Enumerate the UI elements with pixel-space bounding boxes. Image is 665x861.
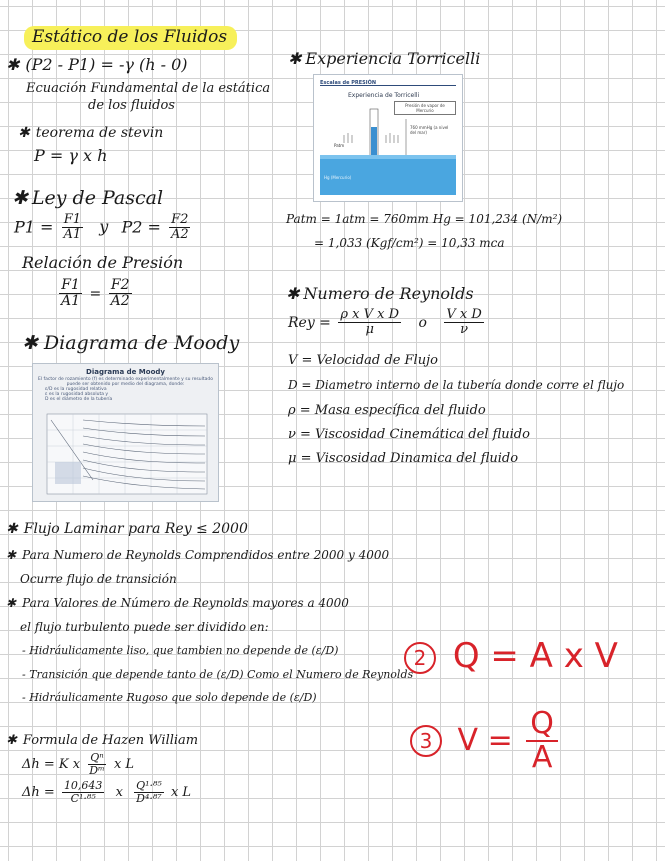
moody-image-line-4: ε es la rugosidad absoluta y bbox=[45, 392, 109, 397]
red-eq-q: Q = A x V bbox=[452, 636, 618, 676]
moody-diagram-image bbox=[32, 363, 219, 502]
reynolds-def-velocity: V = Velocidad de Flujo bbox=[288, 353, 438, 368]
pascal-formula: P1 = $\frac{F1}{A1}$ y P2 = $\frac{F2}{A2}$ bbox=[14, 212, 189, 243]
fundamental-caption-1: Ecuación Fundamental de la estática bbox=[26, 81, 271, 96]
reynolds-def-density: ρ = Masa específica del fluido bbox=[288, 403, 486, 418]
flow-laminar: ✱ Flujo Laminar para Rey ≤ 2000 bbox=[6, 521, 248, 537]
fundamental-caption-2: de los fluidos bbox=[88, 98, 175, 113]
torricelli-image-title: Experiencia de Torricelli bbox=[348, 92, 420, 99]
torricelli-label-side: 760 mmHg (a nivel del mar) bbox=[410, 125, 449, 135]
bullet-star: ✱ bbox=[6, 55, 20, 74]
stevin-heading: ✱ teorema de stevin bbox=[18, 125, 164, 141]
torricelli-apparatus bbox=[314, 75, 462, 201]
reynolds-formula: Rey = $\frac{\text{ρ x V x D}}{\mu}$ o $\frac{\text{V x D}}{\nu}$ bbox=[288, 307, 482, 338]
moody-image-line-1: El factor de rozamiento (f) es determinado experimentalmente y su resultado bbox=[38, 377, 213, 382]
torricelli-heading: ✱ Experiencia Torricelli bbox=[288, 49, 481, 68]
hazen-formula-1: Δh = K x $\frac{\text{Qⁿ}}{\text{Dᵐ}}$ x L bbox=[22, 751, 135, 778]
patm-line-1: Patm = 1atm = 760mm Hg = 101,234 (N/m²) bbox=[286, 212, 563, 226]
moody-heading: ✱ Diagrama de Moody bbox=[22, 332, 240, 354]
flow-turbulent-1: ✱ Para Valores de Número de Reynolds mayores a 4000 bbox=[6, 596, 349, 610]
hazen-formula-2: Δh = $\frac{10,643}{\text{C¹·⁸⁵}}$ x $\frac{\text{Q¹·⁸⁵}}{\text{D⁴·⁸⁷}}$ x L bbox=[22, 779, 192, 806]
moody-image-line-5: D es el diámetro de la tubería bbox=[45, 397, 113, 402]
pascal-relation-heading: Relación de Presión bbox=[22, 253, 184, 272]
pascal-relation-formula: $\frac{F1}{A1}$ = $\frac{F2}{A2}$ bbox=[61, 277, 130, 310]
moody-image-line-2: puede ser obtenido por medio del diagrama, donde: bbox=[66, 382, 185, 387]
red-number-2: 2 bbox=[404, 642, 436, 674]
flow-item-transition: - Transición que depende tanto de (ε/D) Como el Numero de Reynolds bbox=[22, 668, 414, 681]
red-frac-num: Q bbox=[526, 708, 558, 742]
red-formula-velocity: 3 V = $\frac{Q}{A}$ bbox=[410, 708, 558, 773]
red-number-3: 3 bbox=[410, 725, 442, 757]
torricelli-label-top: Presión de vapor de Mercurio bbox=[394, 101, 456, 115]
page-title: Estático de los Fluidos bbox=[24, 26, 237, 50]
fundamental-equation: ✱ (P2 - P1) = -γ (h - 0) bbox=[6, 55, 188, 74]
reynolds-def-dynamic: μ = Viscosidad Dinamica del fluido bbox=[288, 451, 519, 466]
patm-line-2: = 1,033 (Kgf/cm²) = 10,33 mca bbox=[314, 236, 505, 250]
torricelli-bottom-label: Hg (Mercurio) bbox=[324, 175, 352, 180]
hazen-heading: ✱ Formula de Hazen William bbox=[6, 733, 199, 748]
moody-image-title: Diagrama de Moody bbox=[86, 368, 165, 376]
flow-turbulent-2: el flujo turbulento puede ser dividido en: bbox=[20, 620, 269, 634]
stevin-formula: P = γ x h bbox=[34, 146, 108, 165]
torricelli-image bbox=[313, 74, 463, 202]
reynolds-def-kinematic: ν = Viscosidad Cinemática del fluido bbox=[288, 427, 530, 442]
moody-image-line-3: ε/D es la rugosidad relativa bbox=[45, 387, 107, 392]
flow-item-rough: - Hidráulicamente Rugoso que solo depende de (ε/D) bbox=[22, 691, 317, 704]
flow-transition-1: ✱ Para Numero de Reynolds Comprendidos entre 2000 y 4000 bbox=[6, 548, 390, 562]
red-formula-continuity bbox=[404, 638, 618, 675]
torricelli-image-header: Escalas de PRESIÓN bbox=[320, 80, 377, 86]
flow-item-smooth: - Hidráulicamente liso, que tambien no depende de (ε/D) bbox=[22, 644, 339, 657]
torricelli-patm-label: Patm bbox=[334, 143, 345, 148]
moody-chart-graphic bbox=[33, 410, 218, 500]
pascal-heading: ✱ Ley de Pascal bbox=[12, 187, 164, 209]
red-frac-den: A bbox=[531, 739, 553, 775]
reynolds-heading: ✱ Numero de Reynolds bbox=[286, 284, 474, 303]
reynolds-def-diameter: D = Diametro interno de la tubería donde corre el flujo bbox=[288, 378, 625, 392]
flow-transition-2: Ocurre flujo de transición bbox=[20, 572, 177, 586]
